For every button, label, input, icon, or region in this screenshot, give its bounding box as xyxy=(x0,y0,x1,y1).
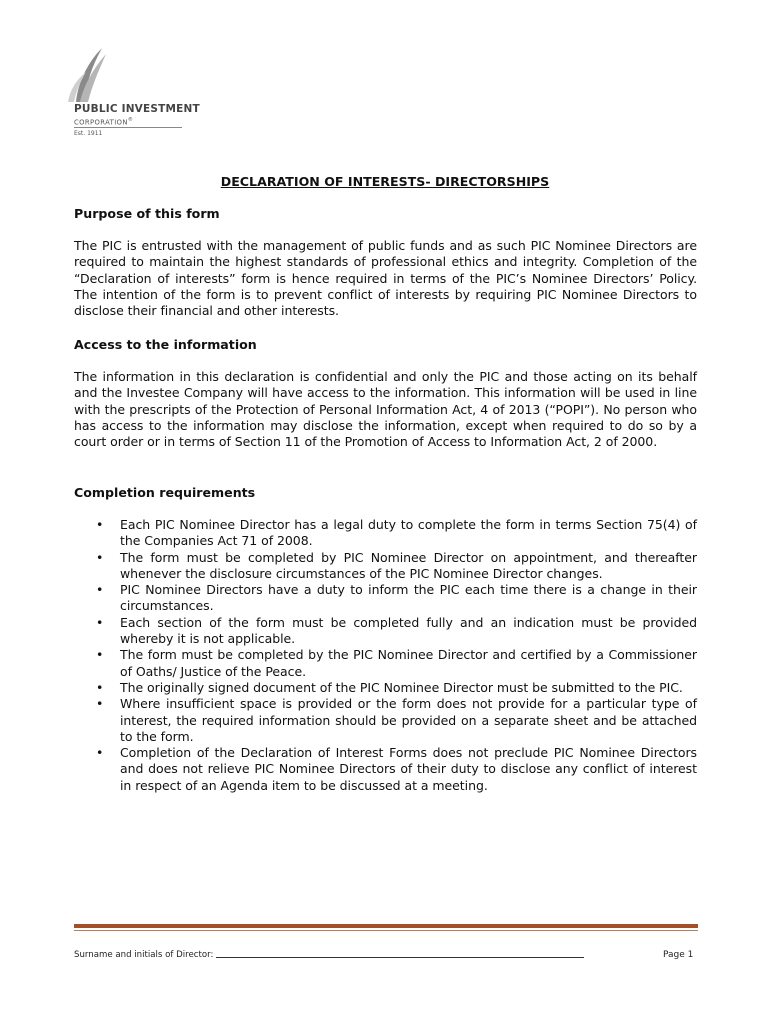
footer-rule-thin xyxy=(74,930,698,931)
list-item: • The form must be completed by PIC Nominee Director on appointment, and thereafter whenever the disclosure circumstances of the PIC Nominee Director changes. xyxy=(96,549,697,581)
pic-logo xyxy=(62,44,200,140)
completion-requirements-list xyxy=(74,517,697,794)
purpose-paragraph: The PIC is entrusted with the management of public funds and as such PIC Nominee Directors are required to maintain the highest standards of professional ethics and integrity. Completion of the “Declaration of interests” form is hence required in terms of the PIC’s Nominee Directors’ Policy. The intention of the form is to prevent conflict of interests by requiring PIC Nominee Directors to disclose their financial and other interests. xyxy=(74,238,697,319)
bullet-icon: • xyxy=(96,696,104,712)
logo-corporation: CORPORATION® xyxy=(74,117,134,127)
list-item: • Each section of the form must be completed fully and an indication must be provided whereby it is not applicable. xyxy=(96,614,697,647)
surname-field xyxy=(74,950,584,960)
document-title: DECLARATION OF INTERESTS- DIRECTORSHIPS xyxy=(220,174,550,189)
surname-label: Surname and initials of Director: xyxy=(74,950,214,960)
completion-heading: Completion requirements xyxy=(74,485,256,500)
swoosh-logo-icon xyxy=(62,44,192,104)
bullet-icon: • xyxy=(96,549,104,565)
bullet-icon: • xyxy=(96,614,104,630)
bullet-icon: • xyxy=(96,647,104,663)
logo-company-name: PUBLIC INVESTMENT xyxy=(74,103,200,115)
bullet-icon: • xyxy=(96,679,104,695)
page-number: Page 1 xyxy=(663,950,694,960)
list-item: • Where insufficient space is provided or the form does not provide for a particular type of interest, the required information should be provided on a separate sheet and be attached to the form. xyxy=(96,696,697,744)
purpose-heading: Purpose of this form xyxy=(74,206,220,221)
list-item: • The form must be completed by the PIC Nominee Director and certified by a Commissioner of Oaths/ Justice of the Peace. xyxy=(96,647,697,679)
bullet-icon: • xyxy=(96,582,104,598)
list-item: • Each PIC Nominee Director has a legal duty to complete the form in terms Section 75(4) of the Companies Act 71 of 2008. xyxy=(96,517,697,549)
list-item: • The originally signed document of the PIC Nominee Director must be submitted to the PIC. xyxy=(96,679,683,695)
bullet-icon: • xyxy=(96,745,104,761)
bullet-icon: • xyxy=(96,517,104,532)
access-heading: Access to the information xyxy=(74,337,257,352)
access-paragraph: The information in this declaration is confidential and only the PIC and those acting on its behalf and the Investee Company will have access to the information. This information will be used in line with the prescripts of the Protection of Personal Information Act, 4 of 2013 (“POPI”). No person who has access to the information may disclose the information, except when required to do so by a court order or in terms of Section 11 of the Promotion of Access to Information Act, 2 of 2000. xyxy=(74,369,697,450)
footer-rule xyxy=(74,924,698,928)
list-item: • PIC Nominee Directors have a duty to inform the PIC each time there is a change in their circumstances. xyxy=(96,582,697,614)
surname-blank-line[interactable] xyxy=(216,957,584,958)
logo-established: Est. 1911 xyxy=(74,130,103,137)
logo-divider xyxy=(74,127,182,128)
list-item: • Completion of the Declaration of Interest Forms does not preclude PIC Nominee Directors and does not relieve PIC Nominee Directors of their duty to disclose any conflict of interest in respect of an Agenda item to be discussed at a meeting. xyxy=(96,745,697,793)
